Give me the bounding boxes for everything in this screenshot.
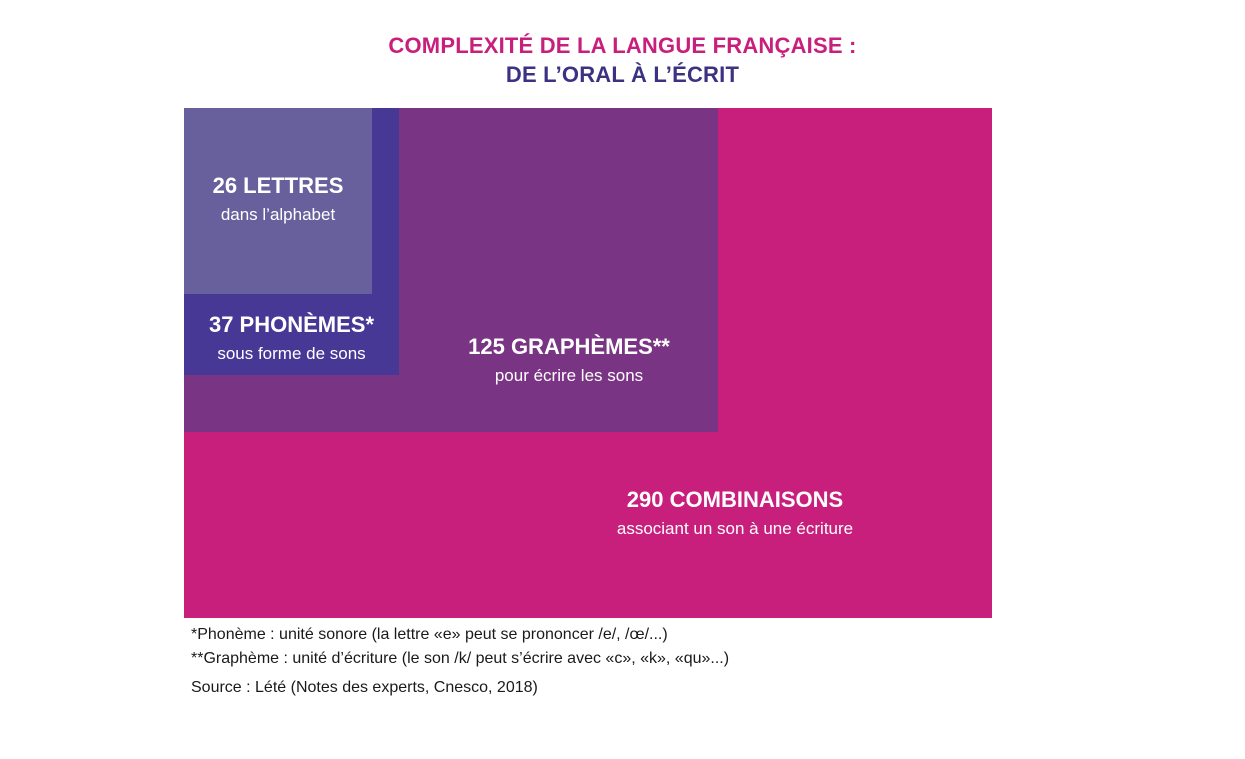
footnote-phoneme: *Phonème : unité sonore (la lettre «e» peut se prononcer /e/, /œ/...) — [191, 626, 668, 643]
value-label: 37 PHONÈMES* — [208, 312, 375, 337]
footnote-grapheme: **Graphème : unité d’écriture (le son /k/ peut s’écrire avec «c», «k», «qu»...) — [191, 650, 730, 667]
desc-label: pour écrire les sons — [494, 366, 644, 385]
desc-label: dans l’alphabet — [220, 205, 336, 224]
value-label: 290 COMBINAISONS — [626, 487, 844, 512]
desc-label: associant un son à une écriture — [616, 519, 854, 538]
label-37-phonemes — [184, 312, 399, 364]
label-290-combinaisons — [560, 487, 910, 539]
desc-label: sous forme de sons — [217, 344, 366, 363]
value-label: 26 LETTRES — [212, 173, 344, 198]
label-125-graphemes — [399, 334, 739, 386]
chart-title-line-2: DE L’ORAL À L’ÉCRIT — [505, 62, 740, 87]
chart-title-line-1: COMPLEXITÉ DE LA LANGUE FRANÇAISE : — [388, 33, 857, 58]
source-note: Source : Lété (Notes des experts, Cnesco, 2018) — [191, 679, 538, 696]
value-label: 125 GRAPHÈMES** — [468, 334, 670, 359]
label-26-lettres — [184, 173, 372, 225]
